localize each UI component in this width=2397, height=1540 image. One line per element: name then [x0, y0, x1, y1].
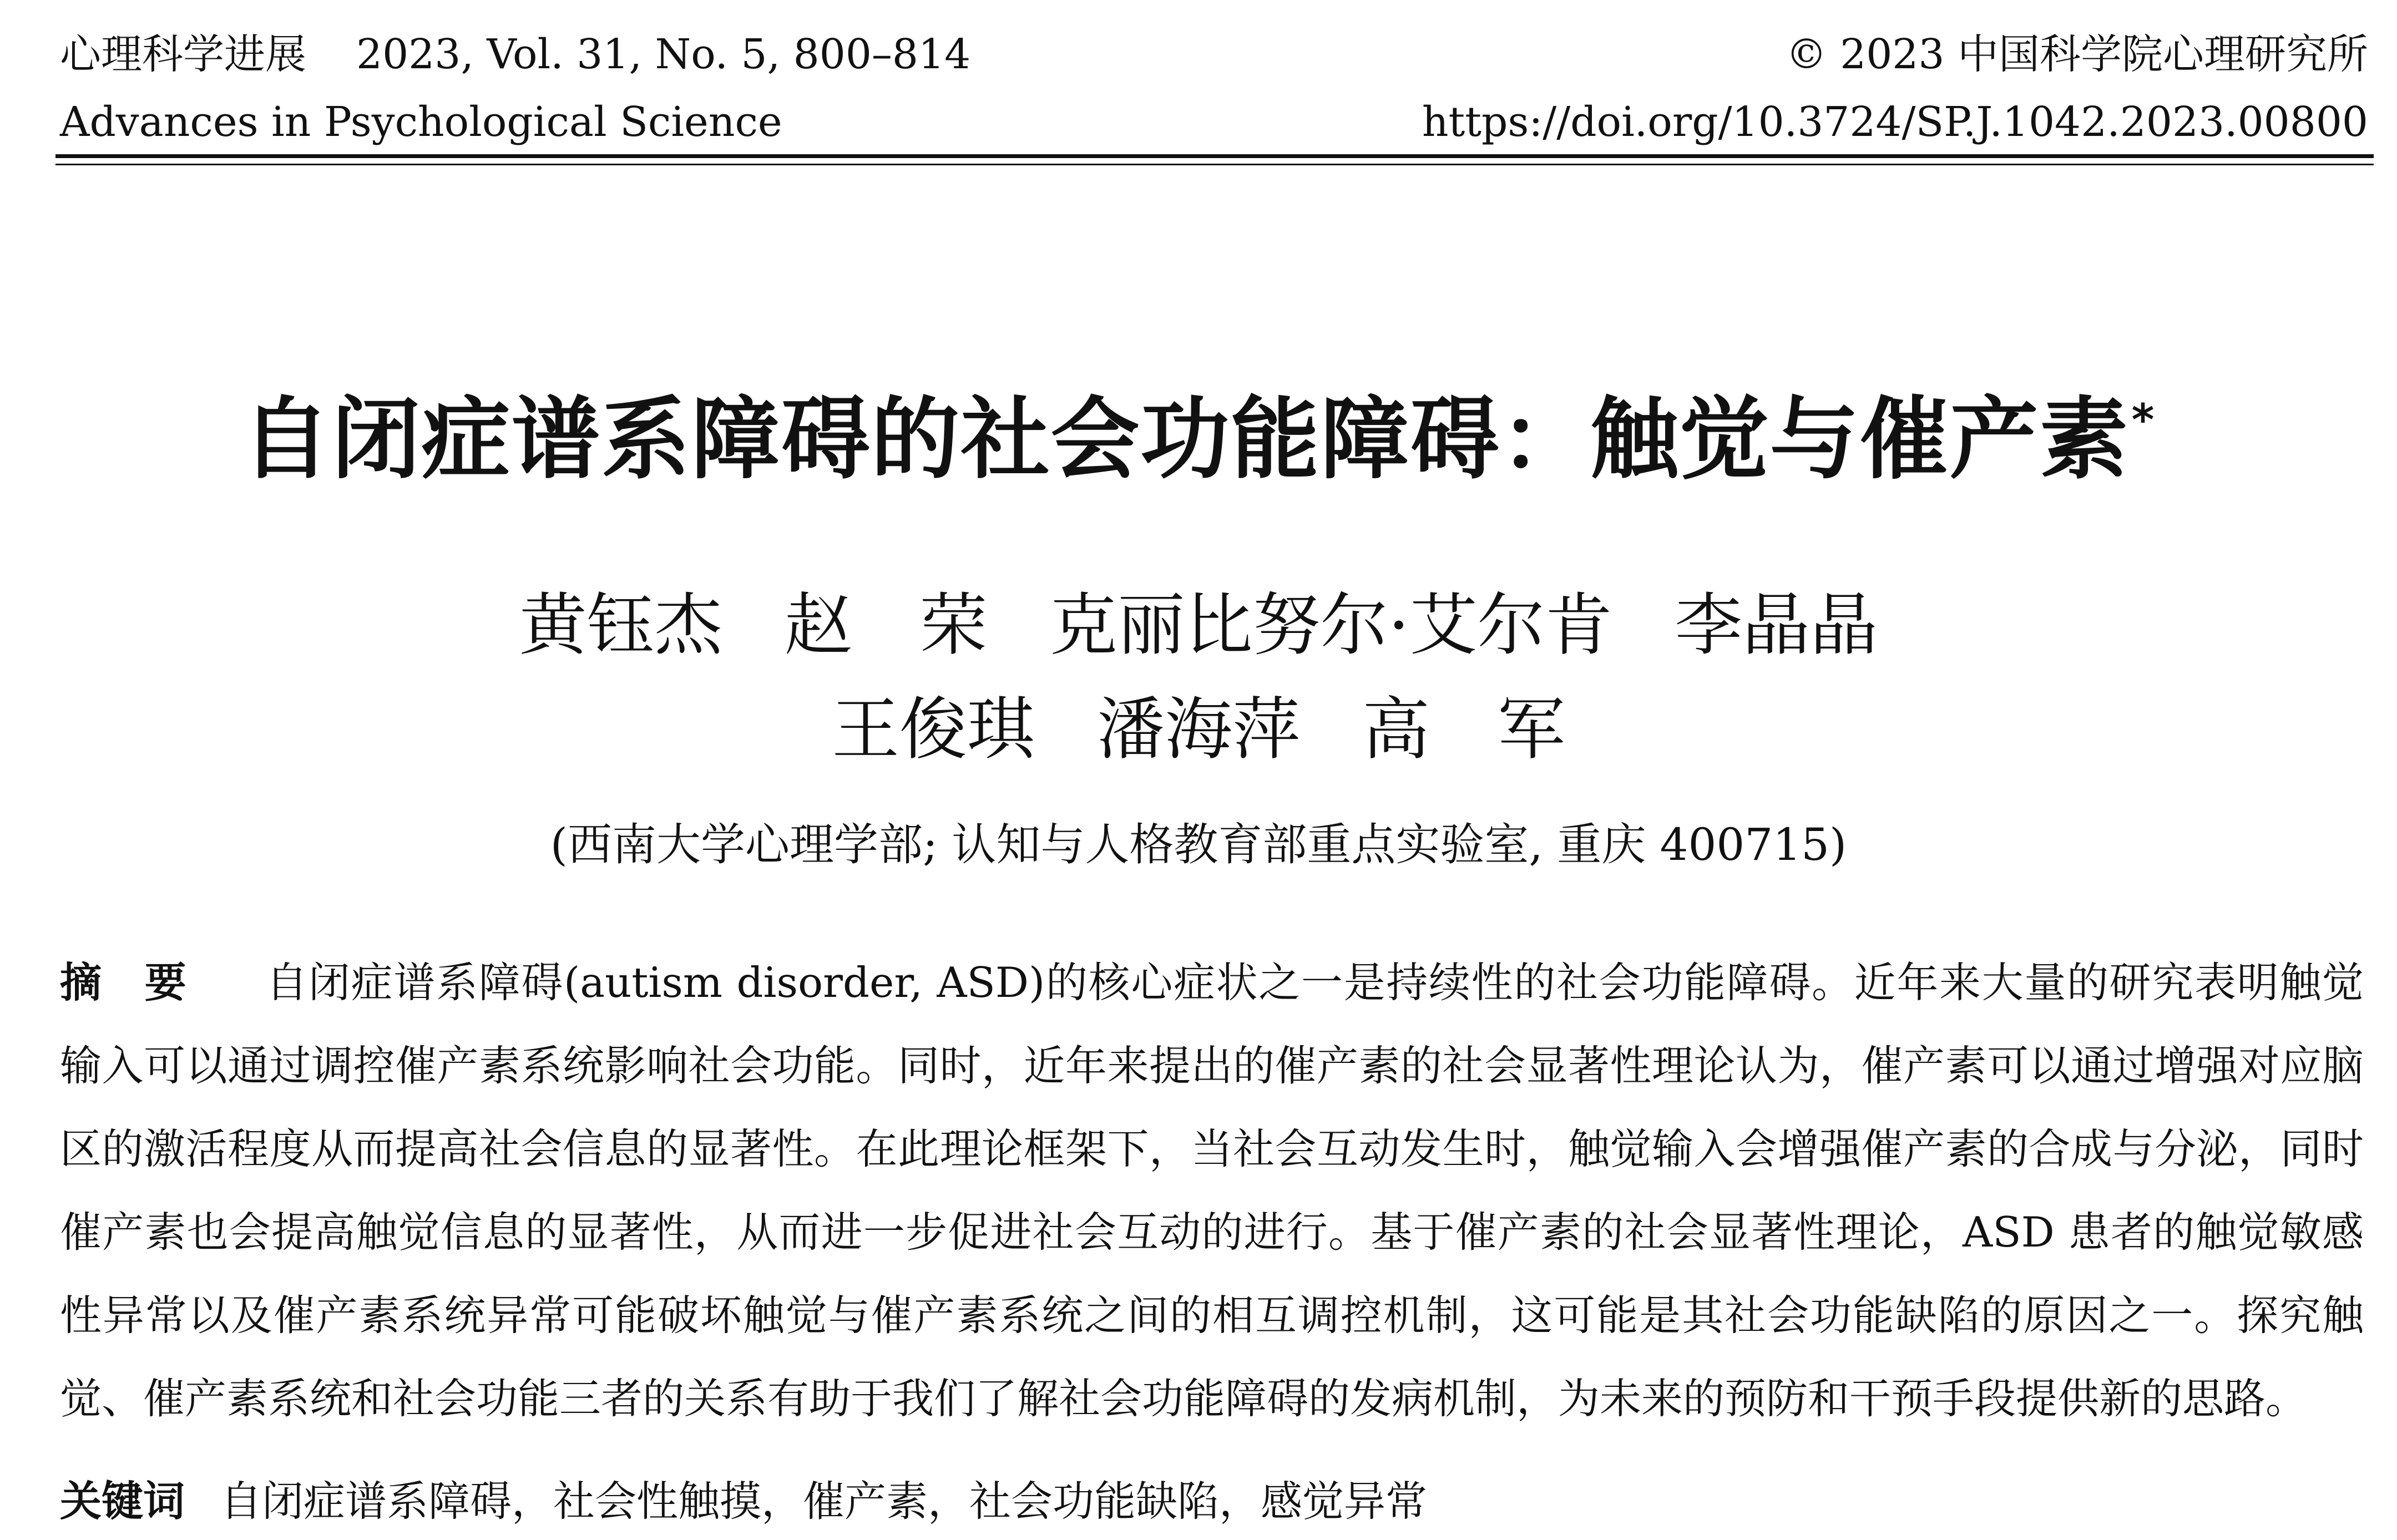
author-name: 黄钰杰	[519, 586, 722, 665]
running-header-bottom	[60, 95, 2368, 149]
author-affiliation: (西南大学心理学部; 认知与人格教育部重点实验室, 重庆 400715)	[550, 819, 1847, 870]
author-name: 高 军	[1362, 690, 1565, 769]
author-name: 王俊琪	[832, 690, 1035, 769]
author-list-line-1	[0, 584, 2397, 667]
author-list-line-2	[0, 688, 2397, 771]
header-rule-thick	[55, 154, 2374, 158]
author-name: 李晶晶	[1675, 586, 1878, 665]
keywords-label: 关键词	[60, 1477, 185, 1526]
volume-issue-pages: 2023, Vol. 31, No. 5, 800–814	[356, 31, 971, 78]
abstract-text: 自闭症谱系障碍(autism disorder, ASD)的核心症状之一是持续性的社会功能障碍。近年来大量的研究表明触觉输入可以通过调控催产素系统影响社会功能。同时，近年来提出的催产素的社会显著性理论认为，催产素可以通过增强对应脑区的激活程度从而提高社会信息的显著性。在此理论框架下，当社会互动发生时，触觉输入会增强催产素的合成与分泌，同时催产素也会提高触觉信息的显著性，从而进一步促进社会互动的进行。基于催产素的社会显著性理论，ASD 患者的触觉敏感性异常以及催产素系统异常可能破坏触觉与催产素系统之间的相互调控机制，这可能是其社会功能缺陷的原因之一。探究触觉、催产素系统和社会功能三者的关系有助于我们了解社会功能障碍的发病机制，为未来的预防和干预手段提供新的思路。	[60, 958, 2364, 1423]
journal-citation	[60, 28, 970, 81]
doi-link[interactable]: https://doi.org/10.3724/SP.J.1042.2023.00800	[1422, 98, 2368, 146]
title-footnote-mark[interactable]: *	[2131, 396, 2156, 445]
author-name: 赵 荣	[784, 586, 988, 665]
abstract-paragraph	[60, 941, 2364, 1440]
keywords-text: 自闭症谱系障碍，社会性触摸，催产素，社会功能缺陷，感觉异常	[220, 1477, 1428, 1526]
article-title	[0, 384, 2397, 495]
journal-name-cn: 心理科学进展	[60, 31, 306, 78]
author-name: 潘海萍	[1097, 690, 1300, 769]
abstract-label: 摘要	[60, 958, 230, 1007]
copyright-notice: © 2023 中国科学院心理研究所	[1786, 31, 2368, 78]
article-title-text: 自闭症谱系障碍的社会功能障碍：触觉与催产素	[241, 387, 2130, 491]
keywords-line	[60, 1468, 2364, 1534]
header-rule-thin	[55, 164, 2374, 165]
journal-name-en: Advances in Psychological Science	[60, 98, 782, 146]
author-name: 克丽比努尔·艾尔肯	[1049, 586, 1613, 665]
running-header-top	[60, 28, 2368, 81]
